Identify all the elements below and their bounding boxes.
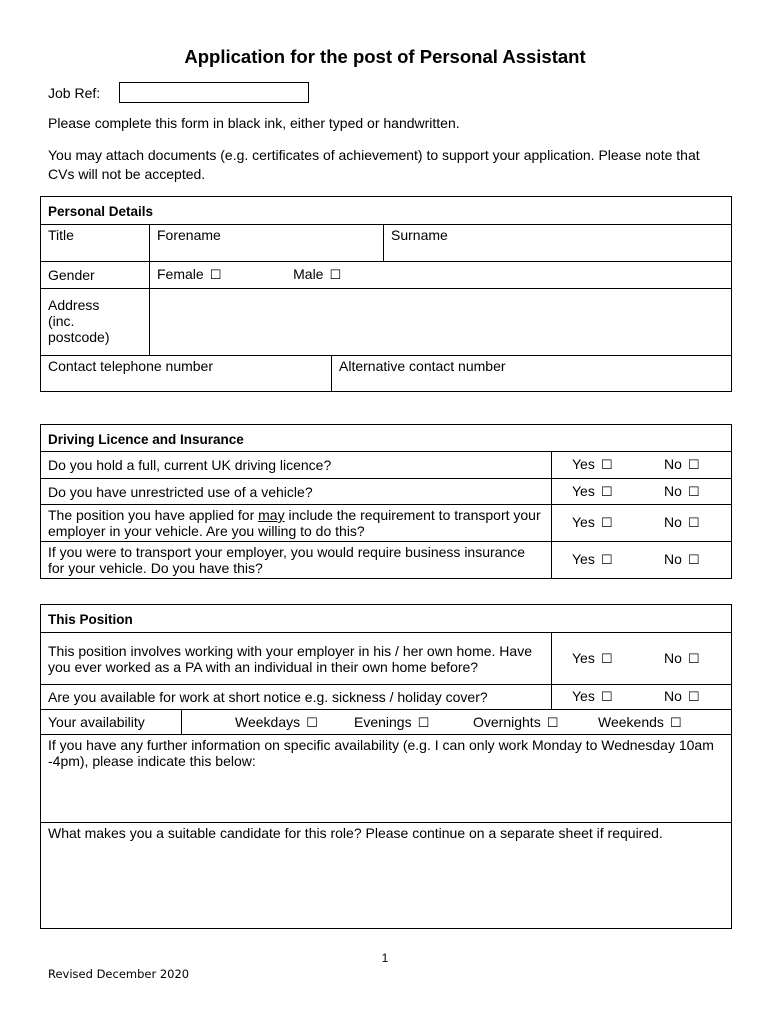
address-field[interactable]: [150, 289, 732, 356]
suitable-candidate-prompt: What makes you a suitable candidate for this role? Please continue on a separate sheet if required.: [48, 825, 663, 841]
driving-q3-text-a: The position you have applied for: [48, 507, 259, 523]
driving-q4-no-checkbox[interactable]: ☐: [687, 553, 700, 568]
driving-q2: Do you have unrestricted use of a vehicle?: [41, 479, 552, 505]
position-q2-no-checkbox[interactable]: ☐: [687, 690, 700, 705]
overnights-label: Overnights: [473, 714, 541, 730]
title-label: Title: [48, 227, 74, 243]
driving-q3-text-b: include the requirement to transport your employer in your vehicle. Are you willing to do this?: [48, 507, 541, 539]
driving-q1-no[interactable]: [664, 456, 700, 472]
forename-label: Forename: [157, 227, 221, 243]
position-q2: Are you available for work at short notice e.g. sickness / holiday cover?: [41, 685, 552, 710]
gender-options: [150, 262, 732, 289]
position-q1-yes[interactable]: [572, 650, 664, 668]
position-q1: This position involves working with your employer in his / her own home. Have you ever worked as a PA with an individual in their own home before?: [41, 633, 552, 685]
position-q1-no[interactable]: [664, 650, 700, 666]
driving-q1: Do you hold a full, current UK driving licence?: [41, 452, 552, 479]
yes-label: Yes: [572, 688, 595, 704]
driving-q3-no[interactable]: [664, 514, 700, 530]
weekends-checkbox[interactable]: ☐: [669, 716, 682, 731]
position-q2-yes-checkbox[interactable]: ☐: [600, 690, 613, 705]
page-title: Application for the post of Personal Assistant: [184, 46, 586, 67]
address-label: [41, 289, 150, 356]
yes-label: Yes: [572, 456, 595, 472]
page-number: 1: [381, 951, 389, 965]
driving-q1-no-checkbox[interactable]: ☐: [687, 458, 700, 473]
driving-q4-no[interactable]: [664, 551, 700, 567]
driving-q1-yes[interactable]: [572, 456, 664, 474]
driving-q4-yes[interactable]: [572, 551, 664, 569]
driving-licence-table: [40, 424, 732, 579]
yes-label: Yes: [572, 482, 595, 499]
instructions-ink: Please complete this form in black ink, either typed or handwritten.: [48, 115, 460, 131]
driving-q4-answer: [552, 542, 732, 579]
yes-label: Yes: [572, 514, 595, 530]
position-q2-no[interactable]: [664, 688, 700, 704]
overnights-checkbox[interactable]: ☐: [546, 716, 559, 731]
driving-q2-no[interactable]: [664, 483, 700, 499]
male-label: Male: [293, 266, 324, 282]
male-option[interactable]: [293, 266, 341, 282]
driving-q4: If you were to transport your employer, you would require business insurance for your vehicle. Do you have this?: [41, 542, 552, 579]
job-ref-label: Job Ref:: [48, 85, 101, 101]
no-label: No: [664, 551, 682, 567]
address-label-line-2: (inc.: [48, 313, 75, 329]
driving-q3-answer: [552, 505, 732, 542]
position-q1-answer: [552, 633, 732, 685]
address-label-line-3: postcode): [48, 329, 110, 345]
no-label: No: [664, 688, 682, 704]
availability-options: [182, 710, 732, 735]
weekends-label: Weekends: [598, 714, 664, 730]
gender-label: Gender: [41, 262, 150, 289]
position-q2-answer: [552, 685, 732, 710]
further-availability-field[interactable]: [41, 735, 732, 823]
instructions-attachments: You may attach documents (e.g. certificates of achievement) to support your application. Please note that CVs will not be accepted.: [48, 147, 700, 182]
surname-field[interactable]: [384, 225, 732, 262]
driving-q1-answer: [552, 452, 732, 479]
overnights-option[interactable]: [473, 714, 558, 732]
evenings-checkbox[interactable]: ☐: [417, 716, 430, 731]
title-field[interactable]: [41, 225, 150, 262]
forename-field[interactable]: [150, 225, 384, 262]
position-q1-no-checkbox[interactable]: ☐: [687, 651, 700, 667]
alt-contact-number-field[interactable]: [332, 356, 732, 392]
evenings-option[interactable]: [354, 714, 429, 732]
driving-q2-no-checkbox[interactable]: ☐: [687, 484, 700, 500]
driving-q3: [41, 505, 552, 542]
driving-q3-no-checkbox[interactable]: ☐: [687, 516, 700, 531]
this-position-table: [40, 604, 732, 929]
yes-label: Yes: [572, 649, 595, 666]
suitable-candidate-field[interactable]: [41, 823, 732, 929]
no-label: No: [664, 482, 682, 499]
driving-q3-yes-checkbox[interactable]: ☐: [600, 516, 613, 531]
female-option[interactable]: [157, 266, 221, 282]
evenings-label: Evenings: [354, 714, 412, 730]
weekdays-checkbox[interactable]: ☐: [306, 716, 318, 731]
position-header: This Position: [41, 605, 732, 633]
driving-q1-yes-checkbox[interactable]: ☐: [600, 458, 613, 473]
driving-q2-yes-checkbox[interactable]: ☐: [600, 484, 613, 500]
no-label: No: [664, 514, 682, 530]
availability-label: Your availability: [41, 710, 182, 735]
address-label-line-1: Address: [48, 297, 100, 313]
no-label: No: [664, 649, 682, 666]
further-availability-prompt: If you have any further information on specific availability (e.g. I can only work Monday to Wednesday 10am -4pm), please indicate this below:: [48, 737, 714, 769]
female-label: Female: [157, 266, 204, 282]
yes-label: Yes: [572, 551, 595, 567]
contact-number-label: Contact telephone number: [48, 358, 213, 374]
contact-number-field[interactable]: [41, 356, 332, 392]
surname-label: Surname: [391, 227, 448, 243]
personal-details-header: Personal Details: [41, 197, 732, 225]
job-ref-input[interactable]: [119, 82, 309, 103]
no-label: No: [664, 456, 682, 472]
driving-q3-underlined: may: [258, 507, 285, 523]
alt-contact-number-label: Alternative contact number: [339, 358, 506, 374]
female-checkbox[interactable]: ☐: [209, 268, 222, 283]
driving-q4-yes-checkbox[interactable]: ☐: [600, 553, 613, 568]
weekends-option[interactable]: [598, 714, 682, 732]
personal-details-table: [40, 196, 732, 392]
driving-header: Driving Licence and Insurance: [41, 425, 732, 452]
revision-footer: Revised December 2020: [48, 967, 190, 981]
driving-q3-yes[interactable]: [572, 514, 664, 532]
position-q1-yes-checkbox[interactable]: ☐: [600, 651, 613, 667]
driving-q2-answer: [552, 479, 732, 505]
weekdays-option[interactable]: [235, 714, 318, 732]
driving-q2-yes[interactable]: [572, 483, 664, 501]
male-checkbox[interactable]: ☐: [329, 268, 342, 283]
weekdays-label: Weekdays: [235, 714, 301, 730]
position-q2-yes[interactable]: [572, 688, 664, 706]
